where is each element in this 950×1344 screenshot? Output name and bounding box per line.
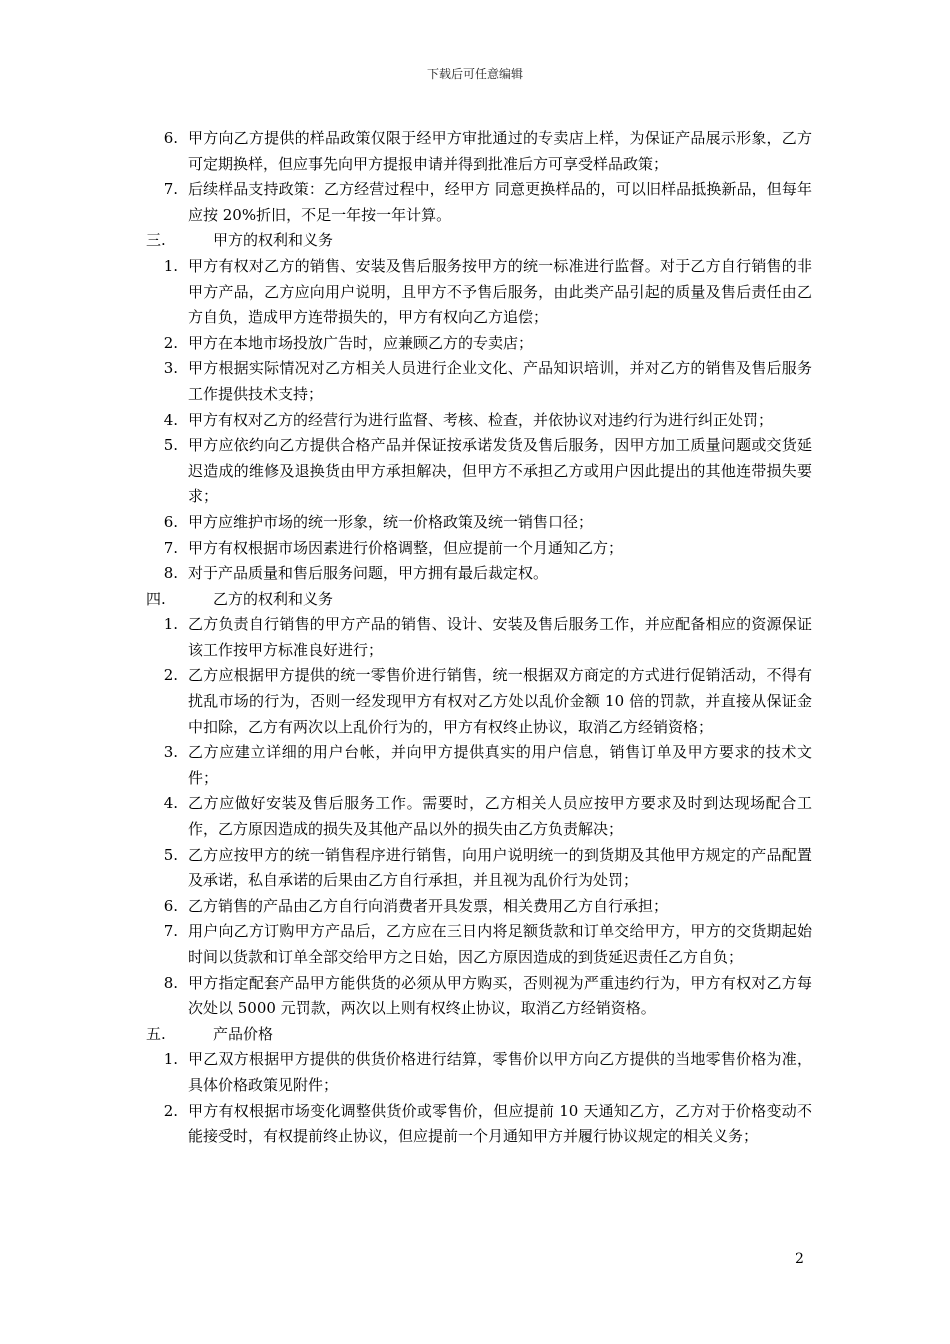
item-number: 1.: [163, 1050, 178, 1069]
list-item: [146, 894, 812, 920]
item-text: 乙方负责自行销售的甲方产品的销售、设计、安装及售后服务工作，并应配备相应的资源保证该工作按甲方标准良好进行；: [188, 615, 812, 659]
item-text: 乙方应建立详细的用户台帐，并向甲方提供真实的用户信息，销售订单及甲方要求的技术文件；: [188, 743, 812, 787]
item-number: 8.: [163, 973, 178, 992]
item-number: 2.: [163, 333, 178, 352]
section-title: 甲方的权利和义务: [213, 231, 334, 250]
page-header: 下载后可任意编辑: [426, 67, 523, 81]
item-number: 6.: [163, 512, 178, 531]
item-text: 甲方有权根据市场因素进行价格调整，但应提前一个月通知乙方；: [188, 538, 624, 557]
item-text: 甲方在本地市场投放广告时，应兼顾乙方的专卖店；: [188, 333, 534, 352]
list-item: [146, 177, 812, 228]
section-title: 乙方的权利和义务: [213, 589, 334, 608]
list-item: [146, 254, 812, 331]
item-text: 甲方应依约向乙方提供合格产品并保证按承诺发货及售后服务，因甲方加工质量问题或交货延迟造成的维修及退换货由甲方承担解决，但甲方不承担乙方或用户因此提出的其他连带损失要求；: [188, 436, 812, 506]
list-item: [146, 971, 812, 1022]
item-number: 7.: [163, 922, 178, 941]
item-number: 1.: [163, 615, 178, 634]
item-text: 甲方有权对乙方的销售、安装及售后服务按甲方的统一标准进行监督。对于乙方自行销售的非甲方产品，乙方应向用户说明，且甲方不予售后服务，由此类产品引起的质量及售后责任由乙方自负，造成甲方连带损失的，甲方有权向乙方追偿；: [188, 256, 812, 327]
list-item: [146, 126, 812, 177]
list-item: [146, 408, 812, 434]
item-number: 5.: [163, 845, 178, 864]
item-number: 1.: [163, 256, 178, 275]
item-number: 4.: [163, 410, 178, 429]
list-item: [146, 356, 812, 407]
list-item: [146, 919, 812, 970]
item-text: 对于产品质量和售后服务问题，甲方拥有最后裁定权。: [188, 564, 549, 583]
list-item: [146, 561, 812, 587]
section-number: 三.: [146, 231, 166, 250]
item-text: 甲乙双方根据甲方提供的供货价格进行结算，零售价以甲方向乙方提供的当地零售价格为准，具体价格政策见附件；: [188, 1050, 812, 1094]
list-item: [146, 510, 812, 536]
section-number: 四.: [146, 589, 166, 608]
item-text: 甲方根据实际情况对乙方相关人员进行企业文化、产品知识培训，并对乙方的销售及售后服务工作提供技术支持；: [188, 359, 812, 403]
list-item: [146, 331, 812, 357]
item-text: 甲方应维护市场的统一形象，统一价格政策及统一销售口径；: [188, 512, 594, 531]
item-number: 6.: [163, 896, 178, 915]
section-number: 五.: [146, 1024, 166, 1043]
item-number: 8.: [163, 564, 178, 583]
item-text: 甲方有权对乙方的经营行为进行监督、考核、检查，并依协议对违约行为进行纠正处罚；: [188, 410, 774, 429]
item-text: 乙方应按甲方的统一销售程序进行销售，向用户说明统一的到货期及其他甲方规定的产品配置及承诺，私自承诺的后果由乙方自行承担，并且视为乱价行为处罚；: [188, 845, 812, 890]
item-number: 4.: [163, 794, 178, 813]
item-number: 2.: [163, 666, 178, 685]
list-item: [146, 1047, 812, 1098]
section-heading: [146, 587, 812, 613]
section-title: 产品价格: [213, 1024, 274, 1043]
list-item: [146, 740, 812, 791]
item-number: 7.: [163, 538, 178, 557]
list-item: [146, 663, 812, 740]
page-number: 2: [795, 1251, 804, 1267]
item-number: 7.: [163, 180, 178, 199]
list-item: [146, 536, 812, 562]
list-item: [146, 791, 812, 842]
item-number: 3.: [163, 359, 178, 378]
item-number: 5.: [163, 436, 178, 455]
item-text: 甲方向乙方提供的样品政策仅限于经甲方审批通过的专卖店上样，为保证产品展示形象，乙方可定期换样，但应事先向甲方提报申请并得到批准后方可享受样品政策；: [188, 129, 812, 173]
item-text: 乙方应根据甲方提供的统一零售价进行销售，统一根据双方商定的方式进行促销活动，不得有扰乱市场的行为，否则一经发现甲方有权对乙方处以乱价金额 10 倍的罚款，并直接从保证金中扣除，乙方有两次以上乱价行为的，甲方有权终止协议，取消乙方经销资格；: [188, 666, 812, 736]
section-heading: [146, 1022, 812, 1048]
list-item: [146, 843, 812, 894]
item-number: 6.: [163, 129, 178, 147]
section-heading: [146, 228, 812, 254]
list-item: [146, 612, 812, 663]
list-item: [146, 433, 812, 510]
item-text: 用户向乙方订购甲方产品后，乙方应在三日内将足额货款和订单交给甲方，甲方的交货期起始时间以货款和订单全部交给甲方之日始，因乙方原因造成的到货延迟责任乙方自负；: [188, 922, 812, 966]
item-text: 甲方有权根据市场变化调整供货价或零售价，但应提前 10 天通知乙方，乙方对于价格变动不能接受时，有权提前终止协议，但应提前一个月通知甲方并履行协议规定的相关义务；: [188, 1101, 812, 1146]
item-text: 甲方指定配套产品甲方能供货的必须从甲方购买，否则视为严重违约行为，甲方有权对乙方每次处以 5000 元罚款，两次以上则有权终止协议，取消乙方经销资格。: [188, 973, 812, 1018]
item-number: 2.: [163, 1101, 178, 1120]
item-text: 乙方应做好安装及售后服务工作。需要时，乙方相关人员应按甲方要求及时到达现场配合工作，乙方原因造成的损失及其他产品以外的损失由乙方负责解决；: [188, 794, 812, 839]
document-body: [146, 126, 812, 1150]
item-number: 3.: [163, 743, 178, 762]
item-text: 后续样品支持政策：乙方经营过程中，经甲方 同意更换样品的，可以旧样品抵换新品，但每年应按 20%折旧，不足一年按一年计算。: [188, 180, 812, 224]
item-text: 乙方销售的产品由乙方自行向消费者开具发票，相关费用乙方自行承担；: [188, 896, 669, 915]
list-item: [146, 1099, 812, 1150]
